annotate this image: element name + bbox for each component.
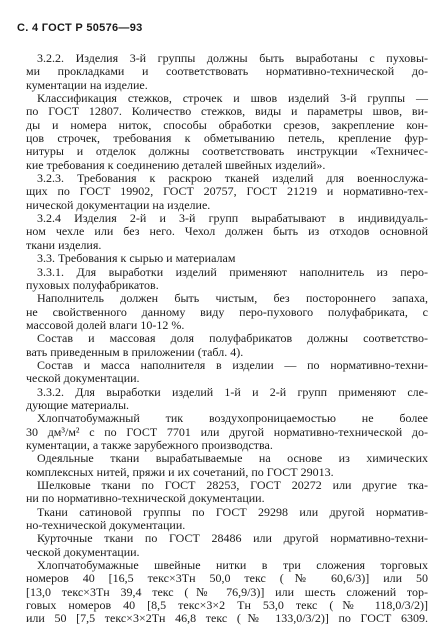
text-line: ми прокладками и соответствовать нормативно-технической до-: [26, 64, 428, 79]
text-line: но-технической документации.: [26, 518, 186, 533]
page-header: С. 4 ГОСТ Р 50576—93: [17, 22, 143, 34]
text-line: Одеяльные ткани вырабатываемые на основе из химических: [37, 451, 428, 466]
text-line: пуховых полуфабрикатов.: [26, 277, 159, 292]
text-line: Состав и масса наполнителя в изделии — по нормативно-техни-: [37, 357, 428, 372]
document-body: [26, 52, 428, 626]
text-line: кументации на изделие.: [26, 77, 148, 92]
text-line: 30 дм³/м² с по ГОСТ 7701 или другой нормативно-технической до-: [26, 424, 428, 439]
text-line: ткани изделия.: [26, 237, 102, 252]
text-line: щих по ГОСТ 19902, ГОСТ 20757, ГОСТ 21219 и нормативно-тех-: [26, 184, 428, 199]
text-line: ном чехле или без него. Чехол должен быть из отходов основной: [26, 224, 428, 239]
text-line: ды и номера ниток, способы обработки срезов, закрепление кон-: [26, 117, 428, 132]
text-line: комплексных нитей, пряжи и их сочетаний, по ГОСТ 29013.: [26, 464, 334, 479]
text-line: Состав и массовая доля полуфабрикатов должны соответство-: [37, 331, 428, 346]
text-line: нитуры и отделок должны соответствовать инструкции «Техничес-: [26, 144, 428, 159]
text-line: по ГОСТ 12807. Количество стежков, виды и параметры швов, ви-: [26, 104, 428, 119]
text-line: кументации, а также зарубежного производства.: [26, 437, 273, 452]
text-line: 3.2.2. Изделия 3-й группы должны быть выработаны с пуховы-: [37, 51, 428, 65]
text-line: вать приведенным в приложении (табл. 4).: [26, 344, 244, 359]
text-line: не свойственного данному виду перо-пухового полуфабриката, с: [26, 304, 428, 319]
text-line: нической документации на изделие.: [26, 197, 211, 212]
text-line: 3.3.1. Для выработки изделий применяют наполнитель из перо-: [37, 264, 428, 279]
text-line: говых номеров 40 [8,5 текс×3×2 Тн 53,0 текс (№ 118,0/3/2)]: [26, 598, 428, 613]
text-line: [13,0 текс×3Тн 39,4 текс (№ 76,9/3)] или шесть сложений тор-: [26, 584, 428, 599]
text-line: Классификация стежков, строчек и швов изделий 3-й группы —: [37, 91, 428, 106]
text-line: Шелковые ткани по ГОСТ 28253, ГОСТ 20272 или другие тка-: [37, 478, 428, 492]
text-line: кие требования к соединению деталей швейных изделий».: [26, 157, 326, 172]
text-line: массовой долей влаги 10-12 %.: [26, 317, 185, 332]
text-line: 3.3.2. Для выработки изделий 1-й и 2-й групп применяют сле-: [37, 384, 428, 399]
text-line: номеров 40 [16,5 текс×3Тн 50,0 текс (№ 60,6/3)] или 50: [26, 571, 428, 586]
text-line: или 50 [7,5 текс×3×2Тн 46,8 текс (№ 133,0/3/2)] по ГОСТ 6309.: [26, 611, 428, 626]
text-line: ческой документации.: [26, 371, 140, 386]
text-line: 3.2.4 Изделия 2-й и 3-й групп вырабатывают в индивидуаль-: [37, 211, 428, 226]
text-line: Хлопчатобумажные швейные нитки в три сложения торговых: [37, 558, 428, 573]
text-line: Хлопчатобумажный тик воздухопроницаемостью не более: [37, 411, 428, 426]
text-line: дующие материалы.: [26, 397, 130, 412]
text-line: ни по нормативно-технической документации.: [26, 491, 265, 506]
text-line: Ткани сатиновой группы по ГОСТ 29298 или другой норматив-: [37, 504, 428, 519]
text-line: Курточные ткани по ГОСТ 28486 или другой нормативно-техни-: [37, 531, 428, 546]
text-line: 3.3. Требования к сырью и материалам: [37, 251, 236, 266]
text-line: Наполнитель должен быть чистым, без постороннего запаха,: [37, 291, 428, 306]
text-line: 3.2.3. Требования к раскрою тканей изделий для военнослужа-: [37, 171, 428, 186]
text-line: ческой документации.: [26, 544, 140, 559]
text-line: цов строчек, требования к обметыванию петель, крепление фур-: [26, 131, 428, 146]
